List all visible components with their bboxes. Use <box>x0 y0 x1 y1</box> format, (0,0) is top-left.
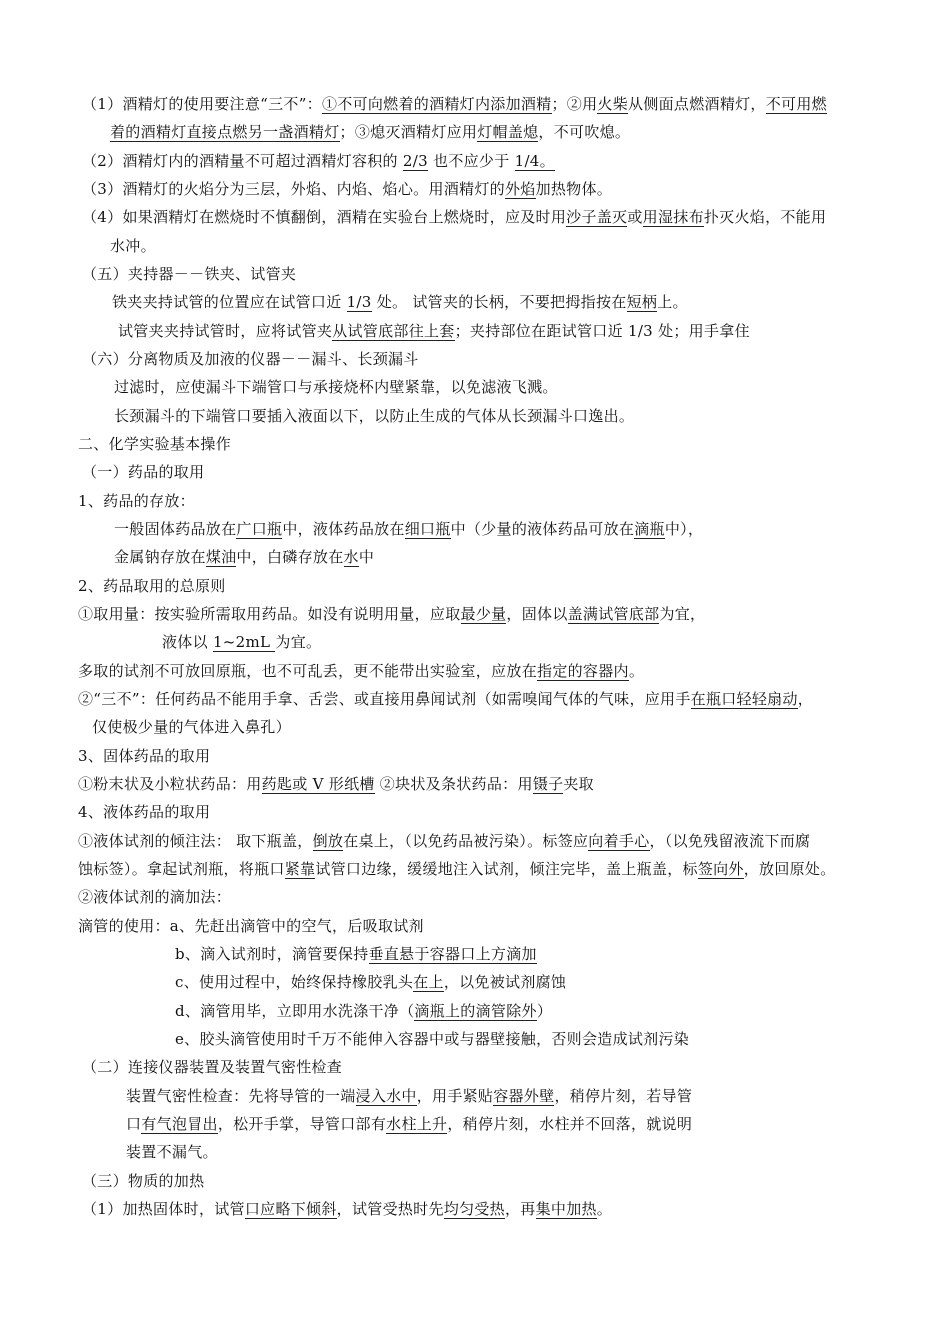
underlined-answer: 不可用燃 <box>765 95 827 113</box>
text-segment: 3、固体药品的取用 <box>78 747 211 765</box>
text-segment: （2）酒精灯内的酒精量不可超过酒精灯容积的 <box>82 152 403 170</box>
text-segment: 二、化学实验基本操作 <box>78 435 232 453</box>
text-segment: ，固体以 <box>506 605 568 623</box>
underlined-answer: 指定的容器内 <box>537 662 629 680</box>
text-segment: ②块状及条状药品：用 <box>374 775 533 793</box>
text-segment: ） <box>536 1002 553 1020</box>
text-line <box>78 859 836 879</box>
text-line <box>162 632 321 652</box>
text-segment: 。 <box>628 662 645 680</box>
text-line <box>175 1001 552 1021</box>
text-segment: ，（以免残留液流下而腐 <box>649 832 811 850</box>
text-segment: 2、药品取用的总原则 <box>78 577 226 595</box>
text-segment: 中 <box>358 548 375 566</box>
text-segment: 上。 <box>657 293 688 311</box>
text-segment: 仅使极少量的气体进入鼻孔） <box>92 718 291 736</box>
text-segment: 过滤时，应使漏斗下端管口与承接烧杯内壁紧靠，以免滤液飞溅。 <box>114 378 558 396</box>
underlined-answer: 最少量 <box>460 605 507 623</box>
text-line <box>78 604 705 624</box>
text-line <box>126 1142 218 1162</box>
text-line <box>78 831 810 851</box>
text-line <box>118 321 750 341</box>
text-segment: ，稍停片刻，水柱并不回落，就说明 <box>447 1115 693 1133</box>
underlined-answer: 细口瓶 <box>404 520 451 538</box>
underlined-answer: 从试管底部往上套 <box>332 322 455 340</box>
text-segment: ②液体试剂的滴加法： <box>78 888 232 906</box>
text-line <box>78 802 210 822</box>
text-line <box>78 774 594 794</box>
text-segment: ；夹持部位在距试管口近 1/3 处；用手拿住 <box>454 322 750 340</box>
text-line <box>78 491 195 511</box>
text-segment: ，用手紧贴 <box>416 1087 494 1105</box>
text-line <box>82 1199 612 1219</box>
text-line <box>78 916 424 936</box>
underlined-answer: 签向外 <box>697 860 744 878</box>
text-segment: ，以免被试剂腐蚀 <box>443 973 567 991</box>
underlined-answer: 1/4。 <box>514 152 555 170</box>
text-line <box>82 1057 342 1077</box>
text-line <box>82 349 419 369</box>
underlined-answer: 1/3 <box>346 293 372 311</box>
text-segment: 金属钠存放在 <box>114 548 206 566</box>
underlined-answer: 在瓶口轻轻扇动 <box>690 690 798 708</box>
text-segment: ，放回原处。 <box>743 860 836 878</box>
underlined-answer: ①不可向燃着的酒精灯内添加酒精 <box>321 95 552 113</box>
text-segment: 处。 试管夹的长柄，不要把拇指按在 <box>371 293 627 311</box>
text-segment: 从侧面点燃酒精灯， <box>628 95 766 113</box>
underlined-answer: 集中加热 <box>535 1200 597 1218</box>
text-segment: （1）加热固体时，试管 <box>82 1200 245 1218</box>
text-segment: 4、液体药品的取用 <box>78 803 211 821</box>
text-segment: 中（少量的液体药品可放在 <box>450 520 635 538</box>
text-segment: 为宜。 <box>275 633 322 651</box>
text-segment: 夹取 <box>563 775 594 793</box>
text-segment: ， <box>797 690 814 708</box>
text-line <box>114 406 634 426</box>
underlined-answer: 有气泡冒出 <box>141 1115 218 1133</box>
text-segment: 试管口边缘，缓缓地注入试剂，倾注完毕，盖上瓶盖，标 <box>315 860 698 878</box>
underlined-answer: 1~2mL <box>212 633 276 651</box>
text-segment: e、胶头滴管使用时千万不能伸入容器中或与器壁接触，否则会造成试剂污染 <box>175 1030 690 1048</box>
text-segment: 蚀标签）。拿起试剂瓶，将瓶口 <box>78 860 285 878</box>
underlined-answer: 煤油 <box>205 548 237 566</box>
text-segment: 多取的试剂不可放回原瓶，也不可乱丢，更不能带出实验室，应放在 <box>78 662 538 680</box>
underlined-answer: 容器外壁 <box>493 1087 555 1105</box>
text-segment: ，松开手掌，导管口部有 <box>217 1115 387 1133</box>
underlined-answer: 外焰 <box>504 180 536 198</box>
text-segment: ，再 <box>504 1200 536 1218</box>
text-segment: ，稍停片刻，若导管 <box>554 1087 693 1105</box>
text-line <box>112 292 688 312</box>
text-line <box>175 972 566 992</box>
text-segment: 一般固体药品放在 <box>114 520 237 538</box>
text-segment: ②“三不”：任何药品不能用手拿、舌尝、或直接用鼻闻试剂（如需嗅闻气体的气味，应用手 <box>78 690 691 708</box>
underlined-answer: 紧靠 <box>284 860 316 878</box>
text-line <box>78 887 231 907</box>
text-segment: 在桌上，（以免药品被污染）。标签应 <box>343 832 589 850</box>
text-segment: （4）如果酒精灯在燃烧时不慎翻倒，酒精在实验台上燃烧时，应及时用 <box>82 208 567 226</box>
text-segment: 或 <box>627 208 643 226</box>
underlined-answer: 盖满试管底部 <box>567 605 660 623</box>
text-segment: 中，白磷存放在 <box>236 548 344 566</box>
underlined-answer: 浸入水中 <box>355 1087 417 1105</box>
text-segment: （二）连接仪器装置及装置气密性检查 <box>82 1058 343 1076</box>
text-line <box>82 179 612 199</box>
text-segment: 也不应少于 <box>427 152 515 170</box>
text-segment: （三）物质的加热 <box>82 1172 205 1190</box>
text-segment: ①取用量：按实验所需取用药品。如没有说明用量，应取 <box>78 605 461 623</box>
text-segment: 扑灭火焰，不能用 <box>703 208 827 226</box>
underlined-answer: 滴瓶上的滴管除外 <box>414 1002 537 1020</box>
text-segment: 1、药品的存放： <box>78 492 195 510</box>
text-segment: 液体以 <box>162 633 213 651</box>
text-line <box>114 547 374 567</box>
underlined-answer: 水柱上升 <box>386 1115 448 1133</box>
underlined-answer: 着的酒精灯直接点燃另一盏酒精灯 <box>110 123 340 141</box>
text-segment: 。 <box>596 1200 613 1218</box>
text-segment: ；③熄灭酒精灯应用 <box>339 123 478 141</box>
text-segment: 长颈漏斗的下端管口要插入液面以下，以防止生成的气体从长颈漏斗口逸出。 <box>114 407 635 425</box>
text-segment: 口 <box>126 1115 142 1133</box>
text-line <box>82 207 826 227</box>
text-segment: （六）分离物质及加液的仪器－－漏斗、长颈漏斗 <box>82 350 419 368</box>
text-line <box>82 94 827 114</box>
text-segment: b、滴入试剂时，滴管要保持 <box>175 945 369 963</box>
text-line <box>82 264 296 284</box>
text-segment: d、滴管用毕，立即用水洗涤干净（ <box>175 1002 415 1020</box>
underlined-answer: 沙子盖灭 <box>566 208 628 226</box>
underlined-answer: 滴瓶 <box>634 520 665 538</box>
underlined-answer: 在上 <box>413 973 444 991</box>
text-line <box>126 1086 692 1106</box>
text-segment: 中，液体药品放在 <box>282 520 405 538</box>
text-line <box>110 236 156 256</box>
underlined-answer: 短柄 <box>626 293 658 311</box>
text-segment: （3）酒精灯的火焰分为三层，外焰、内焰、焰心。用酒精灯的 <box>82 180 505 198</box>
underlined-answer: 均匀受热 <box>443 1200 505 1218</box>
text-segment: 试管夹夹持试管时，应将试管夹 <box>118 322 333 340</box>
text-line <box>82 151 555 171</box>
text-segment: 滴管的使用：a、先赶出滴管中的空气，后吸取试剂 <box>78 917 424 935</box>
underlined-answer: 向着手心 <box>588 832 650 850</box>
text-line <box>110 122 630 142</box>
text-segment: （1）酒精灯的使用要注意“三不”： <box>82 95 322 113</box>
text-segment: ①粉末状及小粒状药品：用 <box>78 775 262 793</box>
text-line <box>78 661 644 681</box>
text-segment: 中）， <box>664 520 704 538</box>
underlined-answer: 灯帽盖熄 <box>477 123 539 141</box>
underlined-answer: 药匙或 V 形纸槽 <box>261 775 375 793</box>
text-segment: ①液体试剂的倾注法： 取下瓶盖， <box>78 832 313 850</box>
underlined-answer: 广口瓶 <box>236 520 283 538</box>
underlined-answer: 火柴 <box>597 95 629 113</box>
text-segment: ；②用 <box>551 95 598 113</box>
text-line <box>78 434 231 454</box>
text-line <box>78 576 226 596</box>
underlined-answer: 倒放 <box>312 832 344 850</box>
text-line <box>78 689 813 709</box>
underlined-answer: 用湿抹布 <box>642 208 704 226</box>
text-line <box>92 717 291 737</box>
text-segment: c、使用过程中，始终保持橡胶乳头 <box>175 973 414 991</box>
text-line <box>82 1171 204 1191</box>
text-segment: （一）药品的取用 <box>82 463 205 481</box>
text-line <box>126 1114 692 1134</box>
text-segment: 装置气密性检查：先将导管的一端 <box>126 1087 356 1105</box>
text-line <box>82 462 204 482</box>
text-segment: ，试管受热时先 <box>336 1200 444 1218</box>
underlined-answer: 水 <box>343 548 359 566</box>
underlined-answer: 2/3 <box>402 152 428 170</box>
text-segment: 水冲。 <box>110 237 156 255</box>
underlined-answer: 口应略下倾斜 <box>244 1200 337 1218</box>
text-segment: 铁夹夹持试管的位置应在试管口近 <box>112 293 347 311</box>
underlined-answer: 镊子 <box>532 775 564 793</box>
text-segment: 装置不漏气。 <box>126 1143 218 1161</box>
text-line <box>114 519 703 539</box>
text-line <box>78 746 210 766</box>
text-line <box>175 1029 689 1049</box>
text-segment: （五）夹持器－－铁夹、试管夹 <box>82 265 297 283</box>
text-segment: 加热物体。 <box>535 180 613 198</box>
text-segment: 为宜， <box>659 605 706 623</box>
text-line <box>175 944 537 964</box>
text-line <box>114 377 558 397</box>
text-segment: ，不可吹熄。 <box>538 123 631 141</box>
underlined-answer: 垂直悬于容器口上方滴加 <box>368 945 537 963</box>
